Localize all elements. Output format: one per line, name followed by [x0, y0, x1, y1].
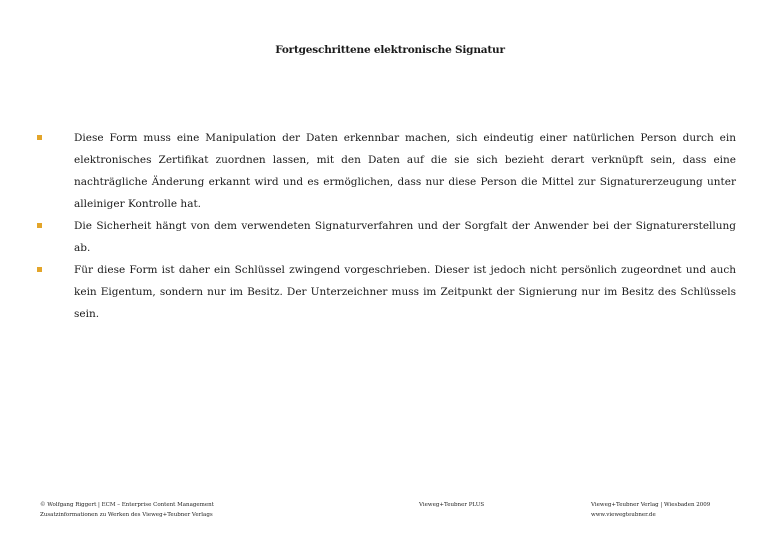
footer-right [591, 500, 710, 520]
bullet-text: Diese Form muss eine Manipulation der Daten erkennbar machen, sich eindeutig einer natürlichen Person durch ein elektronisches Zertifikat zuordnen lassen, mit den Daten auf die sie sich bezieht derart verknüpft sein, dass eine nachträgliche Änderung erkannt wird und es ermöglichen, dass nur diese Person die Mittel zur Signaturerzeugung unter alleiniger Kontrolle hat. [74, 132, 736, 210]
bullet-item [36, 215, 736, 259]
footer-publisher: Vieweg+Teubner Verlag | Wiesbaden 2009 [591, 502, 711, 508]
square-bullet-icon [37, 223, 42, 228]
footer-middle: Vieweg+Teubner PLUS [419, 502, 485, 508]
square-bullet-icon [37, 267, 42, 272]
bullet-text: Für diese Form ist daher ein Schlüssel zwingend vorgeschrieben. Dieser ist jedoch nicht persönlich zugeordnet und auch kein Eigentum, sondern nur im Besitz. Der Unterzeichner muss im Zeitpunkt der Signierung nur im Besitz des Schlüssels sein. [74, 264, 736, 320]
footer-info: Zusatzinformationen zu Werken des Vieweg+Teubner Verlags [40, 512, 213, 518]
slide-title: Fortgeschrittene elektronische Signatur [275, 44, 505, 56]
bullet-text: Die Sicherheit hängt von dem verwendeten Signaturverfahren und der Sorgfalt der Anwender bei der Signaturerstellung ab. [74, 220, 736, 254]
bullet-list [36, 127, 736, 325]
footer-website: www.viewegteubner.de [591, 512, 656, 518]
footer-copyright: © Wolfgang Riggert | ECM – Enterprise Content Management [40, 502, 214, 508]
bullet-item [36, 259, 736, 325]
footer-left [40, 500, 214, 520]
bullet-item [36, 127, 736, 215]
square-bullet-icon [37, 135, 42, 140]
